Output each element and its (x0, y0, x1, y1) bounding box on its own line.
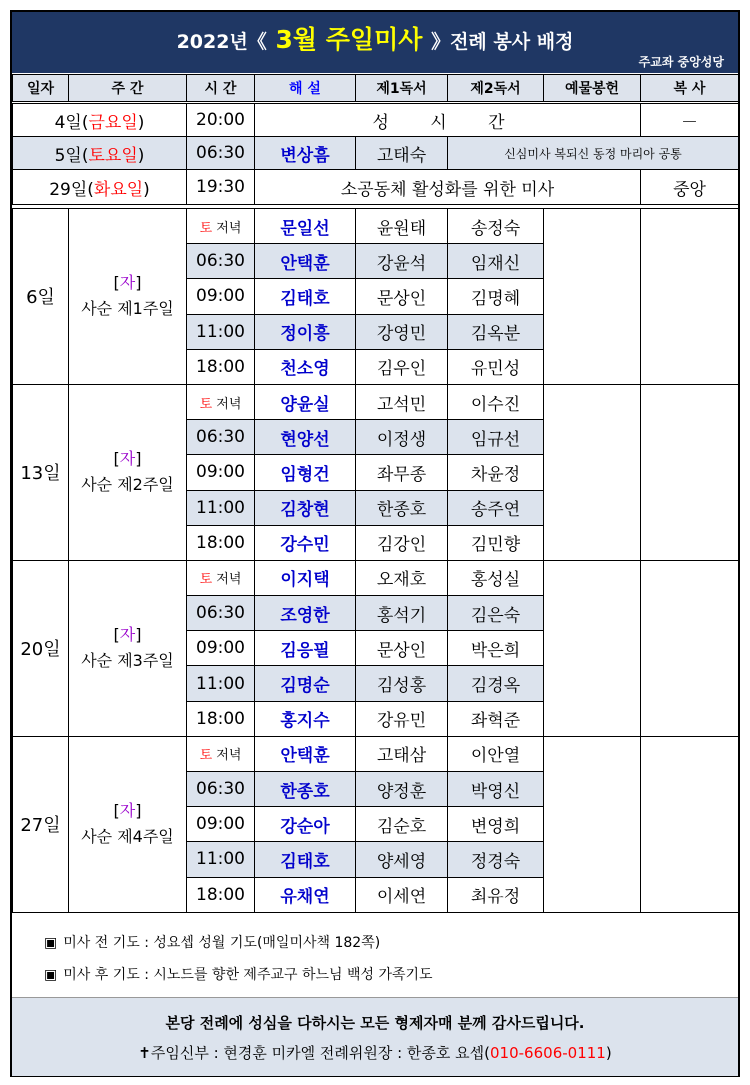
commentator-name: 현양선 (255, 420, 356, 455)
commentator-name: 이지택 (255, 560, 356, 595)
altar-server-cell (641, 209, 739, 385)
mass-time: 09:00 (187, 631, 255, 666)
week-date: 13일 (13, 384, 69, 560)
reading2-name: 박영신 (448, 772, 544, 807)
commentator-name: 안택훈 (255, 736, 356, 771)
week-date: 27일 (13, 736, 69, 912)
altar-server-cell (641, 560, 739, 736)
special-reader1: 고태숙 (356, 137, 448, 170)
reading1-name: 김성홍 (356, 666, 448, 701)
special-time: 19:30 (187, 170, 255, 205)
reading2-name: 송주연 (448, 490, 544, 525)
offering-cell (544, 384, 641, 560)
mass-time: 18:00 (187, 701, 255, 736)
mass-time: 06:30 (187, 420, 255, 455)
special-row (13, 170, 739, 205)
reading2-name: 이수진 (448, 384, 544, 419)
header-date: 일자 (13, 75, 69, 102)
offering-cell (544, 209, 641, 385)
reading1-name: 강영민 (356, 314, 448, 349)
commentator-name: 홍지수 (255, 701, 356, 736)
commentator-name: 김태호 (255, 842, 356, 877)
mass-time: 11:00 (187, 314, 255, 349)
reading2-name: 임재신 (448, 244, 544, 279)
mass-time: 11:00 (187, 842, 255, 877)
reading1-name: 김순호 (356, 807, 448, 842)
commentator-name: 김응필 (255, 631, 356, 666)
week-date: 6일 (13, 209, 69, 385)
special-time: 20:00 (187, 104, 255, 137)
season-color: 자 (119, 273, 136, 293)
commentator-name: 정이흥 (255, 314, 356, 349)
commentator-name: 유채연 (255, 877, 356, 912)
mass-time: 09:00 (187, 807, 255, 842)
reading1-name: 고태삼 (356, 736, 448, 771)
mass-time: 06:30 (187, 596, 255, 631)
reading2-name: 변영희 (448, 807, 544, 842)
offering-cell (544, 736, 641, 912)
special-date: 4일(금요일) (13, 104, 187, 137)
note-after-mass: ▣ 미사 후 기도 : 시노드를 향한 제주교구 하느님 백성 가족기도 (44, 967, 433, 983)
reading1-name: 문상인 (356, 279, 448, 314)
mass-time: 11:00 (187, 666, 255, 701)
title-prefix: 2022년《 (176, 31, 267, 53)
header-altar-server: 복 사 (641, 75, 739, 102)
season-color: 자 (119, 449, 136, 469)
commentator-name: 천소영 (255, 349, 356, 384)
header-reading1: 제1독서 (356, 75, 448, 102)
reading1-name: 김강인 (356, 525, 448, 560)
special-commentator: 변상흠 (255, 137, 356, 170)
square-bullet-icon: ▣ (44, 967, 58, 983)
special-date: 29일(화요일) (13, 170, 187, 205)
commentator-name: 김창현 (255, 490, 356, 525)
reading2-name: 이안열 (448, 736, 544, 771)
mass-time: 09:00 (187, 455, 255, 490)
commentator-name: 김명순 (255, 666, 356, 701)
reading2-name: 홍성실 (448, 560, 544, 595)
header-offering: 예물봉헌 (544, 75, 641, 102)
reading2-name: 정경숙 (448, 842, 544, 877)
altar-server-cell (641, 736, 739, 912)
special-event: 소공동체 활성화를 위한 미사 (255, 170, 641, 205)
header-time: 시 간 (187, 75, 255, 102)
special-row (13, 104, 739, 137)
special-time: 06:30 (187, 137, 255, 170)
mass-time: 토 저녁 (187, 384, 255, 419)
schedule-row (13, 736, 739, 771)
special-date: 5일(토요일) (13, 137, 187, 170)
mass-time: 06:30 (187, 772, 255, 807)
mass-time: 18:00 (187, 877, 255, 912)
square-bullet-icon: ▣ (44, 935, 58, 951)
reading1-name: 김우인 (356, 349, 448, 384)
special-event: 성 시 간 (255, 104, 641, 137)
reading2-name: 송정숙 (448, 209, 544, 244)
week-name: [자] 사순 제3주일 (69, 560, 187, 736)
reading2-name: 최유정 (448, 877, 544, 912)
reading1-name: 홍석기 (356, 596, 448, 631)
reading2-name: 김경옥 (448, 666, 544, 701)
schedule-row (13, 560, 739, 595)
commentator-name: 강순아 (255, 807, 356, 842)
week-date: 20일 (13, 560, 69, 736)
prayer-notes (12, 916, 738, 996)
week-name: [자] 사순 제2주일 (69, 384, 187, 560)
season-color: 자 (119, 625, 136, 645)
title-bar (12, 12, 738, 73)
title-suffix: 》전례 봉사 배정 (431, 31, 574, 53)
mass-time: 06:30 (187, 244, 255, 279)
reading1-name: 한종호 (356, 490, 448, 525)
commentator-name: 김태호 (255, 279, 356, 314)
special-event: 신심미사 복되신 동정 마리아 공통 (448, 137, 739, 170)
season-color: 자 (119, 801, 136, 821)
contact-line: ✝주임신부 : 현경훈 미카엘 전례위원장 : 한종호 요셉(010-6606-0111) (138, 1044, 612, 1062)
page-title (12, 20, 738, 56)
commentator-name: 강수민 (255, 525, 356, 560)
title-month: 3월 주일미사 (266, 25, 432, 54)
reading1-name: 고석민 (356, 384, 448, 419)
commentator-name: 한종호 (255, 772, 356, 807)
header-reading2: 제2독서 (448, 75, 544, 102)
thanks-message: 본당 전례에 성심을 다하시는 모든 형제자매 분께 감사드립니다. (165, 1014, 585, 1032)
sunday-mass-table (12, 208, 739, 913)
week-name: [자] 사순 제4주일 (69, 736, 187, 912)
reading1-name: 오재호 (356, 560, 448, 595)
column-header-table (12, 74, 739, 102)
note-before-mass: ▣ 미사 전 기도 : 성요셉 성월 기도(매일미사책 182쪽) (44, 935, 381, 951)
reading1-name: 강윤석 (356, 244, 448, 279)
schedule-row (13, 384, 739, 419)
commentator-name: 양윤실 (255, 384, 356, 419)
reading1-name: 이정생 (356, 420, 448, 455)
special-altar: 중앙 (641, 170, 739, 205)
altar-server-cell (641, 384, 739, 560)
reading2-name: 박은희 (448, 631, 544, 666)
title-subtitle: 주교좌 중앙성당 (638, 55, 724, 69)
reading2-name: 차윤정 (448, 455, 544, 490)
header-commentary: 해 설 (255, 75, 356, 102)
reading1-name: 윤원태 (356, 209, 448, 244)
mass-time: 09:00 (187, 279, 255, 314)
reading2-name: 김민향 (448, 525, 544, 560)
reading1-name: 양세영 (356, 842, 448, 877)
special-altar: － (641, 104, 739, 137)
mass-time: 토 저녁 (187, 209, 255, 244)
special-row (13, 137, 739, 170)
commentator-name: 문일선 (255, 209, 356, 244)
reading1-name: 이세연 (356, 877, 448, 912)
reading2-name: 김은숙 (448, 596, 544, 631)
week-name: [자] 사순 제1주일 (69, 209, 187, 385)
mass-time: 18:00 (187, 349, 255, 384)
reading1-name: 좌무종 (356, 455, 448, 490)
commentator-name: 안택훈 (255, 244, 356, 279)
commentator-name: 조영한 (255, 596, 356, 631)
schedule-row (13, 209, 739, 244)
mass-time: 토 저녁 (187, 560, 255, 595)
reading2-name: 김명혜 (448, 279, 544, 314)
commentator-name: 임형건 (255, 455, 356, 490)
header-week: 주 간 (69, 75, 187, 102)
reading2-name: 좌혁준 (448, 701, 544, 736)
reading2-name: 유민성 (448, 349, 544, 384)
reading1-name: 양정훈 (356, 772, 448, 807)
footer (12, 997, 738, 1076)
mass-time: 토 저녁 (187, 736, 255, 771)
reading2-name: 임규선 (448, 420, 544, 455)
reading1-name: 문상인 (356, 631, 448, 666)
mass-time: 18:00 (187, 525, 255, 560)
special-mass-table (12, 103, 739, 205)
reading1-name: 강유민 (356, 701, 448, 736)
phone-number: 010-6606-0111 (490, 1044, 606, 1062)
reading2-name: 김옥분 (448, 314, 544, 349)
offering-cell (544, 560, 641, 736)
mass-time: 11:00 (187, 490, 255, 525)
